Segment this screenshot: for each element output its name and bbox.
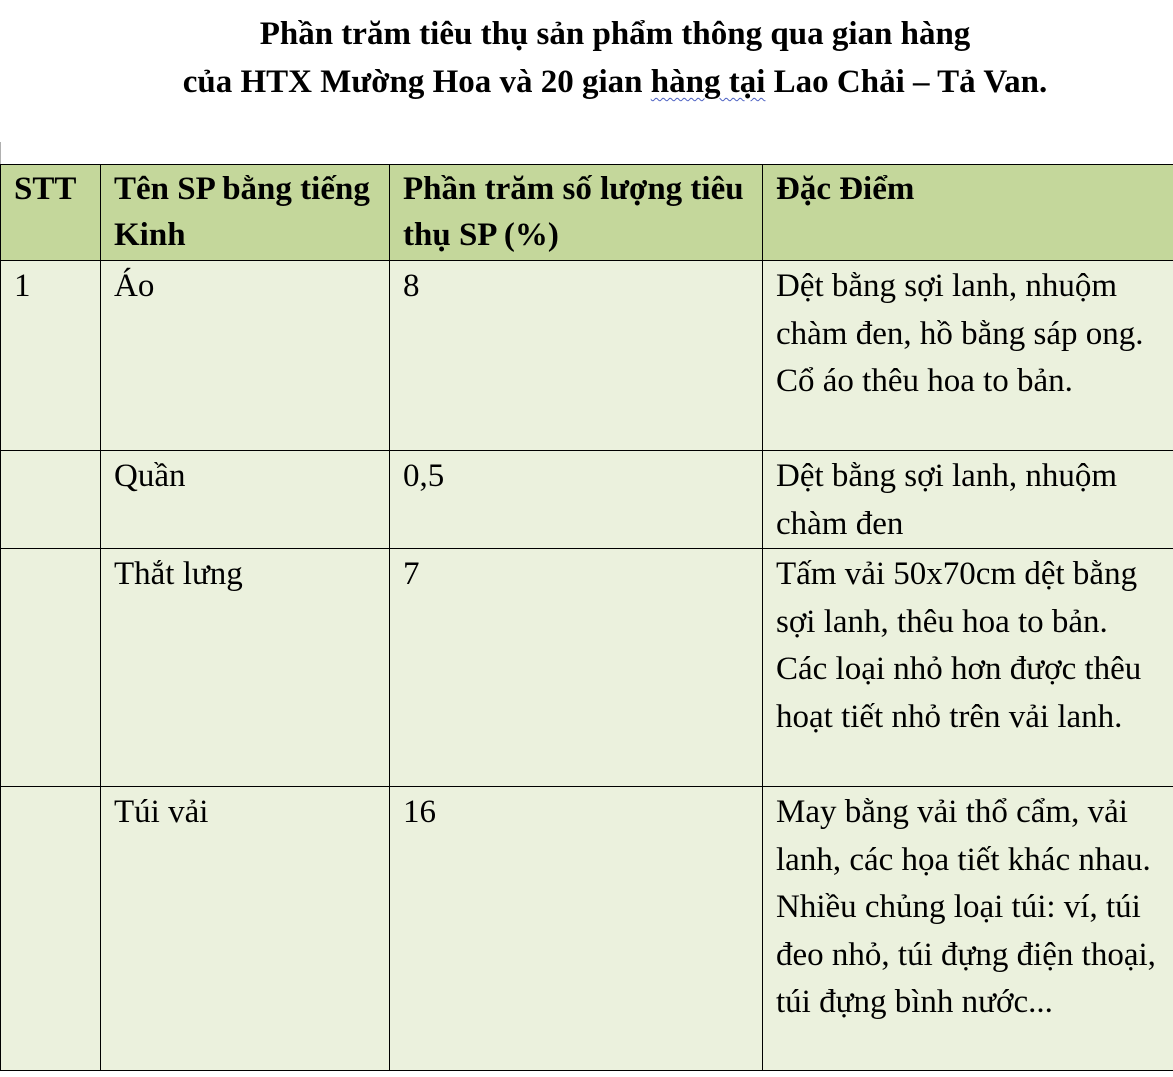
product-table xyxy=(0,164,1173,1071)
title-line-1: Phần trăm tiêu thụ sản phẩm thông qua gian hàng xyxy=(259,16,971,52)
cell-stt xyxy=(1,451,101,549)
cell-stt xyxy=(1,549,101,787)
cell-product-name: Túi vải xyxy=(101,787,390,1071)
cell-product-name: Thắt lưng xyxy=(101,549,390,787)
cell-percent: 16 xyxy=(390,787,763,1071)
cell-features: May bằng vải thổ cẩm, vải lanh, các họa tiết khác nhau. Nhiều chủng loại túi: ví, túi đeo nhỏ, túi đựng điện thoại, túi đựng bình nước... xyxy=(763,787,1173,1071)
header-stt: STT xyxy=(1,165,101,261)
title-line-2-end: Lao Chải – Tả Van. xyxy=(765,64,1048,100)
table-margin-marker xyxy=(0,142,1,164)
table-header-row xyxy=(1,165,1173,261)
cell-stt xyxy=(1,787,101,1071)
table-row xyxy=(1,261,1173,451)
table-row xyxy=(1,787,1173,1071)
title-line-2-start: của HTX Mường Hoa và 20 gian xyxy=(182,64,651,100)
cell-percent: 8 xyxy=(390,261,763,451)
cell-product-name: Áo xyxy=(101,261,390,451)
table-row xyxy=(1,549,1173,787)
cell-features: Tấm vải 50x70cm dệt bằng sợi lanh, thêu hoa to bản. Các loại nhỏ hơn được thêu hoạt tiết nhỏ trên vải lanh. xyxy=(763,549,1173,787)
document-title xyxy=(0,10,1173,106)
title-line-2 xyxy=(0,58,1173,106)
table-row xyxy=(1,451,1173,549)
header-product-name: Tên SP bằng tiếng Kinh xyxy=(101,165,390,261)
header-features: Đặc Điểm xyxy=(763,165,1173,261)
header-percent: Phần trăm số lượng tiêu thụ SP (%) xyxy=(390,165,763,261)
cell-stt: 1 xyxy=(1,261,101,451)
cell-percent: 0,5 xyxy=(390,451,763,549)
cell-features: Dệt bằng sợi lanh, nhuộm chàm đen, hồ bằng sáp ong. Cổ áo thêu hoa to bản. xyxy=(763,261,1173,451)
cell-product-name: Quần xyxy=(101,451,390,549)
spellcheck-flagged-text[interactable]: hàng tại xyxy=(650,64,766,100)
cell-features: Dệt bằng sợi lanh, nhuộm chàm đen xyxy=(763,451,1173,549)
cell-percent: 7 xyxy=(390,549,763,787)
